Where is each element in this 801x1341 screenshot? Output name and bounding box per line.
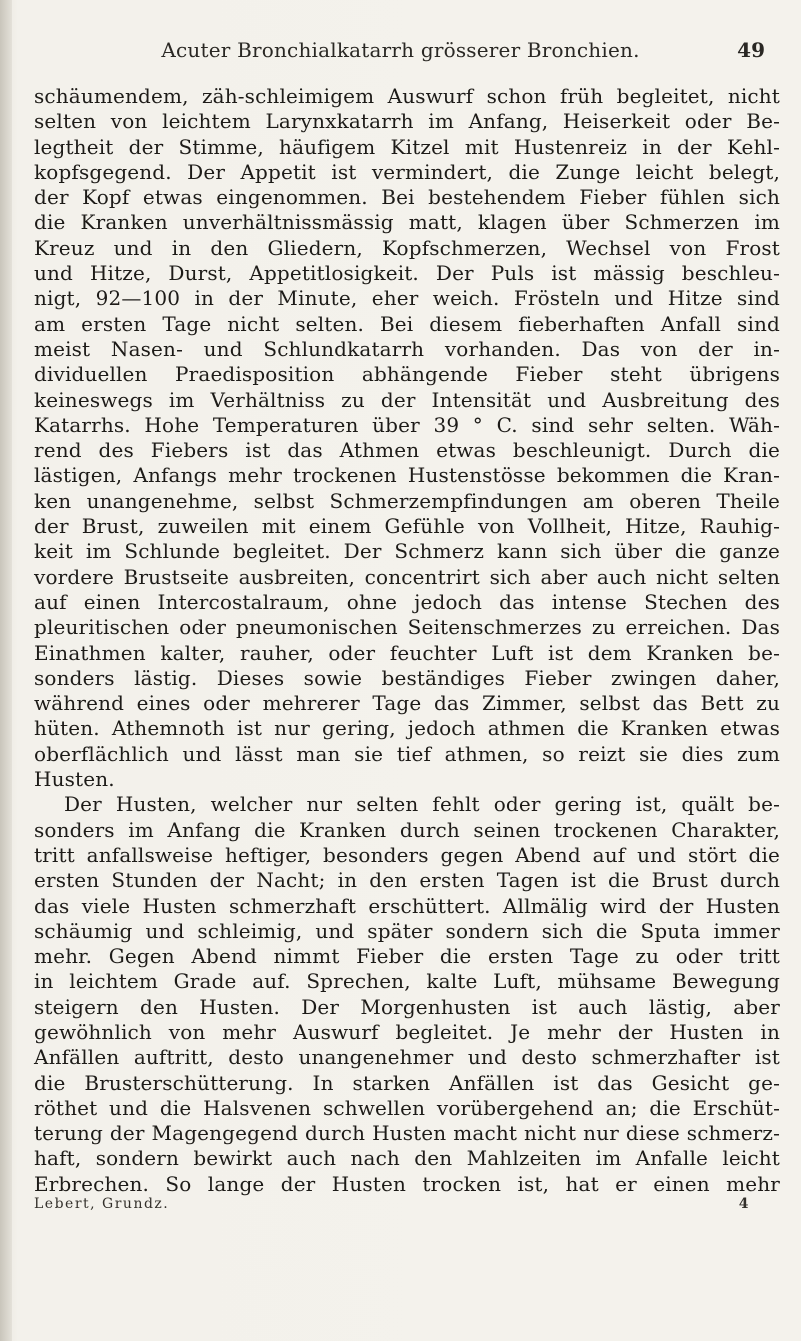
page-header (0, 38, 801, 68)
sheet-number: 4 (738, 1196, 750, 1212)
text-line: am ersten Tage nicht selten. Bei diesem fieberhaften Anfall sind (34, 311, 780, 336)
text-line: meist Nasen- und Schlundkatarrh vorhanden. Das von der in- (34, 336, 780, 361)
text-line: auf einen Intercostalraum, ohne jedoch das intense Stechen des (34, 589, 780, 614)
text-line: ken unangenehme, selbst Schmerzempfindungen am oberen Theile (34, 488, 780, 513)
text-line: die Kranken unverhältnissmässig matt, klagen über Schmerzen im (34, 210, 780, 235)
text-line: ersten Stunden der Nacht; in den ersten Tagen ist die Brust durch (34, 868, 780, 893)
text-line: gewöhnlich von mehr Auswurf begleitet. Je mehr der Husten in (34, 1019, 780, 1044)
page-number: 49 (737, 38, 765, 62)
text-line: sonders lästig. Dieses sowie beständiges Fieber zwingen daher, (34, 665, 780, 690)
text-line: sonders im Anfang die Kranken durch seinen trockenen Charakter, (34, 817, 780, 842)
text-line: selten von leichtem Larynxkatarrh im Anfang, Heiserkeit oder Be- (34, 109, 780, 134)
text-line: kopfsgegend. Der Appetit ist vermindert, die Zunge leicht belegt, (34, 159, 780, 184)
text-line: vordere Brustseite ausbreiten, concentrirt sich aber auch nicht selten (34, 564, 780, 589)
text-line: das viele Husten schmerzhaft erschüttert. Allmälig wird der Husten (34, 893, 780, 918)
text-line: die Brusterschütterung. In starken Anfällen ist das Gesicht ge- (34, 1070, 780, 1095)
paragraph-end-line: Husten. (34, 767, 115, 792)
text-line: Kreuz und in den Gliedern, Kopfschmerzen, Wechsel von Frost (34, 235, 780, 260)
text-line: steigern den Husten. Der Morgenhusten ist auch lästig, aber (34, 994, 780, 1019)
text-line: nigt, 92—100 in der Minute, eher weich. Frösteln und Hitze sind (34, 286, 780, 311)
body-text (34, 84, 780, 1197)
text-line: haft, sondern bewirkt auch nach den Mahlzeiten im Anfalle leicht (34, 1146, 780, 1171)
page-footer (34, 1196, 750, 1218)
text-line: lästigen, Anfangs mehr trockenen Hustenstösse bekommen die Kran- (34, 463, 780, 488)
text-line: legtheit der Stimme, häufigem Kitzel mit Hustenreiz in der Kehl- (34, 134, 780, 159)
text-line: Erbrechen. So lange der Husten trocken ist, hat er einen mehr (34, 1171, 780, 1196)
signature-mark: Lebert, Grundz. (34, 1196, 170, 1212)
text-line: oberflächlich und lässt man sie tief athmen, so reizt sie dies zum (34, 741, 780, 766)
text-line: dividuellen Praedisposition abhängende Fieber steht übrigens (34, 362, 780, 387)
text-line: Anfällen auftritt, desto unangenehmer und desto schmerzhafter ist (34, 1045, 780, 1070)
text-line: tritt anfallsweise heftiger, besonders gegen Abend auf und stört die (34, 842, 780, 867)
page-gutter (0, 0, 12, 1341)
text-line: hüten. Athemnoth ist nur gering, jedoch athmen die Kranken etwas (34, 716, 780, 741)
paragraph-start-line: Der Husten, welcher nur selten fehlt oder gering ist, quält be- (64, 792, 780, 817)
text-line: in leichtem Grade auf. Sprechen, kalte Luft, mühsame Bewegung (34, 969, 780, 994)
text-line: terung der Magengegend durch Husten macht nicht nur diese schmerz- (34, 1121, 780, 1146)
running-title: Acuter Bronchialkatarrh grösserer Bronchien. (161, 38, 640, 62)
text-line: Einathmen kalter, rauher, oder feuchter Luft ist dem Kranken be- (34, 640, 780, 665)
text-line: der Brust, zuweilen mit einem Gefühle von Vollheit, Hitze, Rauhig- (34, 514, 780, 539)
text-line: rend des Fiebers ist das Athmen etwas beschleunigt. Durch die (34, 438, 780, 463)
text-line: pleuritischen oder pneumonischen Seitenschmerzes zu erreichen. Das (34, 615, 780, 640)
text-line: keineswegs im Verhältniss zu der Intensität und Ausbreitung des (34, 387, 780, 412)
text-line: während eines oder mehrerer Tage das Zimmer, selbst das Bett zu (34, 691, 780, 716)
text-line: schäumig und schleimig, und später sondern sich die Sputa immer (34, 918, 780, 943)
text-line: röthet und die Halsvenen schwellen vorübergehend an; die Erschüt- (34, 1095, 780, 1120)
text-line: mehr. Gegen Abend nimmt Fieber die ersten Tage zu oder tritt (34, 944, 780, 969)
text-line: keit im Schlunde begleitet. Der Schmerz kann sich über die ganze (34, 539, 780, 564)
text-line: der Kopf etwas eingenommen. Bei bestehendem Fieber fühlen sich (34, 185, 780, 210)
text-line: Katarrhs. Hohe Temperaturen über 39 ° C. sind sehr selten. Wäh- (34, 412, 780, 437)
text-line: schäumendem, zäh-schleimigem Auswurf schon früh begleitet, nicht (34, 84, 780, 108)
text-line: und Hitze, Durst, Appetitlosigkeit. Der Puls ist mässig beschleu- (34, 261, 780, 286)
